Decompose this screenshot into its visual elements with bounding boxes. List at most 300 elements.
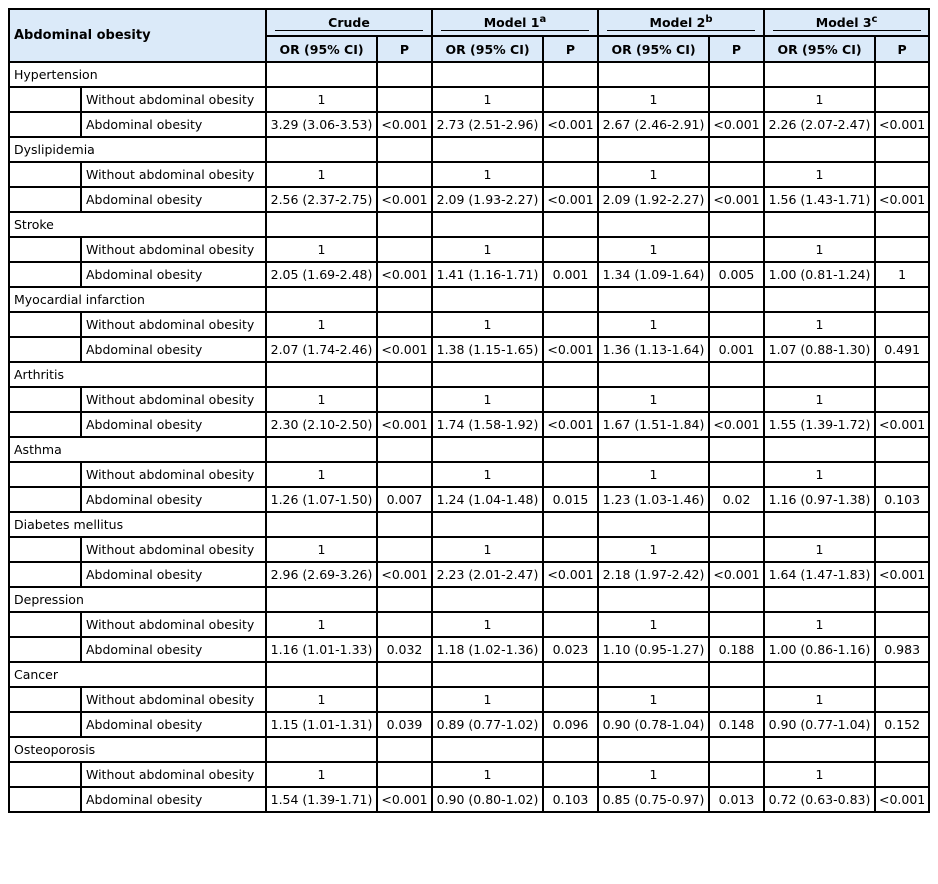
reference-or-value: 1	[598, 387, 709, 412]
table-row-exposed	[9, 412, 929, 437]
group-header-crude: Crude	[266, 9, 432, 36]
or-value: 2.26 (2.07-2.47)	[764, 112, 875, 137]
empty-cell	[543, 662, 598, 687]
reference-or-value: 1	[598, 687, 709, 712]
p-value: 0.491	[875, 337, 929, 362]
empty-p-cell	[875, 612, 929, 637]
exposed-label: Abdominal obesity	[81, 337, 266, 362]
indent-cell	[9, 237, 81, 262]
p-value: 0.152	[875, 712, 929, 737]
indent-cell	[9, 787, 81, 812]
or-value: 1.10 (0.95-1.27)	[598, 637, 709, 662]
p-value: 0.188	[709, 637, 764, 662]
reference-or-value: 1	[432, 612, 543, 637]
empty-cell	[266, 62, 377, 87]
p-value: <0.001	[377, 337, 432, 362]
empty-p-cell	[709, 537, 764, 562]
empty-cell	[875, 212, 929, 237]
table-row-reference	[9, 537, 929, 562]
empty-p-cell	[543, 612, 598, 637]
reference-label: Without abdominal obesity	[81, 762, 266, 787]
p-value: <0.001	[543, 562, 598, 587]
empty-p-cell	[377, 387, 432, 412]
or-value: 1.38 (1.15-1.65)	[432, 337, 543, 362]
empty-cell	[377, 662, 432, 687]
empty-p-cell	[377, 762, 432, 787]
reference-or-value: 1	[598, 162, 709, 187]
p-value: 0.023	[543, 637, 598, 662]
reference-or-value: 1	[598, 237, 709, 262]
empty-cell	[543, 587, 598, 612]
reference-or-value: 1	[764, 162, 875, 187]
reference-or-value: 1	[266, 237, 377, 262]
exposed-label: Abdominal obesity	[81, 187, 266, 212]
empty-cell	[543, 62, 598, 87]
empty-p-cell	[875, 237, 929, 262]
p-value: <0.001	[377, 787, 432, 812]
category-label: Hypertension	[9, 62, 266, 87]
p-value: <0.001	[543, 112, 598, 137]
reference-or-value: 1	[266, 612, 377, 637]
category-label: Myocardial infarction	[9, 287, 266, 312]
empty-cell	[377, 512, 432, 537]
table-row-exposed	[9, 187, 929, 212]
reference-or-value: 1	[266, 537, 377, 562]
empty-cell	[875, 512, 929, 537]
p-value: <0.001	[875, 562, 929, 587]
empty-p-cell	[875, 687, 929, 712]
or-value: 2.07 (1.74-2.46)	[266, 337, 377, 362]
empty-p-cell	[543, 462, 598, 487]
empty-p-cell	[709, 612, 764, 637]
empty-cell	[266, 587, 377, 612]
empty-cell	[764, 362, 875, 387]
empty-cell	[875, 362, 929, 387]
or-value: 0.72 (0.63-0.83)	[764, 787, 875, 812]
empty-cell	[266, 737, 377, 762]
exposed-label: Abdominal obesity	[81, 487, 266, 512]
p-value: <0.001	[377, 562, 432, 587]
empty-p-cell	[709, 162, 764, 187]
p-value: <0.001	[543, 412, 598, 437]
empty-cell	[266, 662, 377, 687]
empty-p-cell	[543, 237, 598, 262]
col-p-model3: P	[875, 36, 929, 62]
indent-cell	[9, 312, 81, 337]
empty-p-cell	[543, 312, 598, 337]
reference-label: Without abdominal obesity	[81, 387, 266, 412]
indent-cell	[9, 687, 81, 712]
empty-cell	[598, 137, 709, 162]
empty-p-cell	[377, 687, 432, 712]
reference-or-value: 1	[266, 162, 377, 187]
reference-or-value: 1	[598, 87, 709, 112]
or-value: 1.26 (1.07-1.50)	[266, 487, 377, 512]
or-value: 2.09 (1.92-2.27)	[598, 187, 709, 212]
empty-cell	[543, 512, 598, 537]
empty-cell	[709, 662, 764, 687]
p-value: 0.148	[709, 712, 764, 737]
indent-cell	[9, 387, 81, 412]
or-value: 1.16 (1.01-1.33)	[266, 637, 377, 662]
indent-cell	[9, 712, 81, 737]
indent-cell	[9, 87, 81, 112]
empty-cell	[709, 587, 764, 612]
or-value: 1.23 (1.03-1.46)	[598, 487, 709, 512]
exposed-label: Abdominal obesity	[81, 112, 266, 137]
reference-or-value: 1	[432, 762, 543, 787]
table-title: Abdominal obesity	[9, 9, 266, 62]
category-label: Stroke	[9, 212, 266, 237]
indent-cell	[9, 187, 81, 212]
reference-or-value: 1	[432, 237, 543, 262]
empty-p-cell	[543, 387, 598, 412]
or-value: 1.00 (0.81-1.24)	[764, 262, 875, 287]
empty-cell	[598, 662, 709, 687]
table-row-exposed	[9, 637, 929, 662]
reference-or-value: 1	[266, 687, 377, 712]
empty-cell	[432, 437, 543, 462]
reference-or-value: 1	[432, 162, 543, 187]
reference-or-value: 1	[432, 462, 543, 487]
empty-cell	[543, 437, 598, 462]
empty-p-cell	[875, 162, 929, 187]
empty-p-cell	[709, 237, 764, 262]
exposed-label: Abdominal obesity	[81, 562, 266, 587]
reference-label: Without abdominal obesity	[81, 462, 266, 487]
reference-or-value: 1	[266, 762, 377, 787]
reference-or-value: 1	[764, 537, 875, 562]
empty-p-cell	[543, 687, 598, 712]
col-p-model1: P	[543, 36, 598, 62]
empty-cell	[266, 437, 377, 462]
indent-cell	[9, 262, 81, 287]
empty-cell	[709, 437, 764, 462]
empty-cell	[875, 662, 929, 687]
empty-cell	[598, 512, 709, 537]
or-value: 2.73 (2.51-2.96)	[432, 112, 543, 137]
empty-cell	[598, 362, 709, 387]
or-value: 1.36 (1.13-1.64)	[598, 337, 709, 362]
p-value: 1	[875, 262, 929, 287]
p-value: 0.001	[543, 262, 598, 287]
or-value: 0.90 (0.80-1.02)	[432, 787, 543, 812]
or-value: 1.24 (1.04-1.48)	[432, 487, 543, 512]
or-value: 2.67 (2.46-2.91)	[598, 112, 709, 137]
empty-cell	[764, 662, 875, 687]
reference-label: Without abdominal obesity	[81, 87, 266, 112]
empty-cell	[377, 737, 432, 762]
empty-cell	[875, 587, 929, 612]
empty-p-cell	[875, 387, 929, 412]
or-value: 0.90 (0.77-1.04)	[764, 712, 875, 737]
reference-or-value: 1	[598, 537, 709, 562]
exposed-label: Abdominal obesity	[81, 262, 266, 287]
reference-label: Without abdominal obesity	[81, 537, 266, 562]
or-value: 3.29 (3.06-3.53)	[266, 112, 377, 137]
or-value: 0.89 (0.77-1.02)	[432, 712, 543, 737]
empty-cell	[709, 737, 764, 762]
indent-cell	[9, 537, 81, 562]
table-row-category	[9, 737, 929, 762]
empty-cell	[598, 62, 709, 87]
empty-p-cell	[875, 762, 929, 787]
empty-p-cell	[377, 612, 432, 637]
or-value: 1.41 (1.16-1.71)	[432, 262, 543, 287]
empty-p-cell	[709, 462, 764, 487]
empty-cell	[543, 737, 598, 762]
category-label: Depression	[9, 587, 266, 612]
or-value: 1.67 (1.51-1.84)	[598, 412, 709, 437]
table-row-category	[9, 587, 929, 612]
col-or-model1: OR (95% CI)	[432, 36, 543, 62]
reference-or-value: 1	[764, 87, 875, 112]
col-p-model2: P	[709, 36, 764, 62]
empty-cell	[764, 62, 875, 87]
table-row-exposed	[9, 337, 929, 362]
empty-cell	[266, 362, 377, 387]
empty-cell	[543, 137, 598, 162]
reference-or-value: 1	[764, 687, 875, 712]
indent-cell	[9, 412, 81, 437]
p-value: <0.001	[875, 112, 929, 137]
exposed-label: Abdominal obesity	[81, 412, 266, 437]
empty-cell	[543, 212, 598, 237]
empty-cell	[709, 212, 764, 237]
or-value: 0.85 (0.75-0.97)	[598, 787, 709, 812]
empty-cell	[377, 137, 432, 162]
exposed-label: Abdominal obesity	[81, 637, 266, 662]
empty-cell	[598, 437, 709, 462]
or-value: 1.64 (1.47-1.83)	[764, 562, 875, 587]
or-value: 2.23 (2.01-2.47)	[432, 562, 543, 587]
empty-p-cell	[377, 87, 432, 112]
indent-cell	[9, 562, 81, 587]
reference-label: Without abdominal obesity	[81, 162, 266, 187]
col-or-model2: OR (95% CI)	[598, 36, 709, 62]
empty-cell	[432, 662, 543, 687]
or-value: 2.05 (1.69-2.48)	[266, 262, 377, 287]
empty-cell	[598, 737, 709, 762]
empty-cell	[764, 437, 875, 462]
p-value: <0.001	[377, 112, 432, 137]
empty-p-cell	[875, 87, 929, 112]
col-or-model3: OR (95% CI)	[764, 36, 875, 62]
reference-label: Without abdominal obesity	[81, 687, 266, 712]
empty-cell	[709, 512, 764, 537]
p-value: 0.005	[709, 262, 764, 287]
empty-cell	[543, 287, 598, 312]
empty-p-cell	[709, 312, 764, 337]
p-value: <0.001	[875, 412, 929, 437]
reference-or-value: 1	[598, 612, 709, 637]
table-row-exposed	[9, 487, 929, 512]
p-value: <0.001	[875, 787, 929, 812]
p-value: <0.001	[543, 337, 598, 362]
or-value: 1.15 (1.01-1.31)	[266, 712, 377, 737]
table-row-category	[9, 437, 929, 462]
reference-or-value: 1	[764, 237, 875, 262]
p-value: <0.001	[377, 262, 432, 287]
table-row-category	[9, 212, 929, 237]
p-value: 0.007	[377, 487, 432, 512]
empty-cell	[266, 287, 377, 312]
p-value: 0.013	[709, 787, 764, 812]
table-row-exposed	[9, 562, 929, 587]
table-row-category	[9, 362, 929, 387]
reference-or-value: 1	[764, 612, 875, 637]
empty-cell	[432, 62, 543, 87]
empty-cell	[875, 62, 929, 87]
empty-cell	[432, 287, 543, 312]
p-value: 0.02	[709, 487, 764, 512]
empty-cell	[377, 287, 432, 312]
empty-p-cell	[377, 312, 432, 337]
table-row-category	[9, 287, 929, 312]
empty-cell	[266, 212, 377, 237]
table-row-exposed	[9, 712, 929, 737]
p-value: <0.001	[709, 187, 764, 212]
p-value: 0.032	[377, 637, 432, 662]
reference-or-value: 1	[598, 312, 709, 337]
reference-or-value: 1	[432, 87, 543, 112]
empty-p-cell	[543, 762, 598, 787]
empty-p-cell	[543, 537, 598, 562]
empty-cell	[764, 587, 875, 612]
empty-cell	[266, 512, 377, 537]
table-row-reference	[9, 162, 929, 187]
p-value: 0.015	[543, 487, 598, 512]
reference-or-value: 1	[266, 312, 377, 337]
group-header-model2: Model 2$^b$	[598, 9, 764, 36]
p-value: 0.096	[543, 712, 598, 737]
reference-or-value: 1	[266, 87, 377, 112]
empty-cell	[875, 437, 929, 462]
empty-cell	[709, 287, 764, 312]
p-value: 0.103	[543, 787, 598, 812]
or-value: 2.30 (2.10-2.50)	[266, 412, 377, 437]
reference-or-value: 1	[432, 537, 543, 562]
p-value: <0.001	[377, 187, 432, 212]
empty-cell	[432, 737, 543, 762]
or-value: 1.55 (1.39-1.72)	[764, 412, 875, 437]
reference-label: Without abdominal obesity	[81, 237, 266, 262]
p-value: <0.001	[377, 412, 432, 437]
p-value: 0.039	[377, 712, 432, 737]
category-label: Arthritis	[9, 362, 266, 387]
table-row-category	[9, 62, 929, 87]
empty-cell	[598, 287, 709, 312]
indent-cell	[9, 762, 81, 787]
exposed-label: Abdominal obesity	[81, 712, 266, 737]
indent-cell	[9, 612, 81, 637]
category-label: Diabetes mellitus	[9, 512, 266, 537]
results-table	[8, 8, 930, 813]
table-row-reference	[9, 87, 929, 112]
empty-cell	[543, 362, 598, 387]
table-row-reference	[9, 462, 929, 487]
empty-p-cell	[377, 537, 432, 562]
table-row-reference	[9, 312, 929, 337]
p-value: <0.001	[875, 187, 929, 212]
category-label: Osteoporosis	[9, 737, 266, 762]
table-row-reference	[9, 687, 929, 712]
empty-p-cell	[709, 762, 764, 787]
empty-p-cell	[875, 462, 929, 487]
p-value: <0.001	[709, 112, 764, 137]
col-p-crude: P	[377, 36, 432, 62]
indent-cell	[9, 112, 81, 137]
group-header-model3: Model 3$^c$	[764, 9, 929, 36]
or-value: 1.56 (1.43-1.71)	[764, 187, 875, 212]
table-row-category	[9, 512, 929, 537]
p-value: 0.001	[709, 337, 764, 362]
empty-p-cell	[377, 237, 432, 262]
empty-cell	[764, 512, 875, 537]
reference-or-value: 1	[266, 387, 377, 412]
indent-cell	[9, 462, 81, 487]
table-row-category	[9, 137, 929, 162]
p-value: <0.001	[709, 412, 764, 437]
exposed-label: Abdominal obesity	[81, 787, 266, 812]
category-label: Cancer	[9, 662, 266, 687]
or-value: 2.18 (1.97-2.42)	[598, 562, 709, 587]
empty-cell	[432, 512, 543, 537]
empty-p-cell	[543, 162, 598, 187]
reference-or-value: 1	[432, 687, 543, 712]
empty-p-cell	[875, 312, 929, 337]
group-header-model1: Model 1$^a$	[432, 9, 598, 36]
empty-cell	[764, 737, 875, 762]
category-label: Dyslipidemia	[9, 137, 266, 162]
reference-or-value: 1	[764, 387, 875, 412]
reference-label: Without abdominal obesity	[81, 312, 266, 337]
empty-cell	[875, 737, 929, 762]
empty-cell	[432, 212, 543, 237]
or-value: 1.00 (0.86-1.16)	[764, 637, 875, 662]
table-row-reference	[9, 612, 929, 637]
table-row-reference	[9, 237, 929, 262]
reference-or-value: 1	[598, 762, 709, 787]
or-value: 2.96 (2.69-3.26)	[266, 562, 377, 587]
empty-cell	[764, 287, 875, 312]
p-value: 0.103	[875, 487, 929, 512]
empty-cell	[432, 587, 543, 612]
reference-or-value: 1	[764, 462, 875, 487]
empty-cell	[432, 362, 543, 387]
empty-p-cell	[543, 87, 598, 112]
p-value: <0.001	[543, 187, 598, 212]
indent-cell	[9, 637, 81, 662]
empty-cell	[764, 212, 875, 237]
reference-or-value: 1	[598, 462, 709, 487]
empty-cell	[709, 137, 764, 162]
or-value: 1.34 (1.09-1.64)	[598, 262, 709, 287]
empty-p-cell	[377, 462, 432, 487]
table-row-reference	[9, 387, 929, 412]
empty-cell	[377, 437, 432, 462]
reference-label: Without abdominal obesity	[81, 612, 266, 637]
p-value: <0.001	[709, 562, 764, 587]
empty-cell	[598, 587, 709, 612]
empty-cell	[709, 62, 764, 87]
reference-or-value: 1	[764, 762, 875, 787]
empty-cell	[598, 212, 709, 237]
empty-cell	[875, 137, 929, 162]
empty-cell	[709, 362, 764, 387]
or-value: 2.56 (2.37-2.75)	[266, 187, 377, 212]
or-value: 2.09 (1.93-2.27)	[432, 187, 543, 212]
